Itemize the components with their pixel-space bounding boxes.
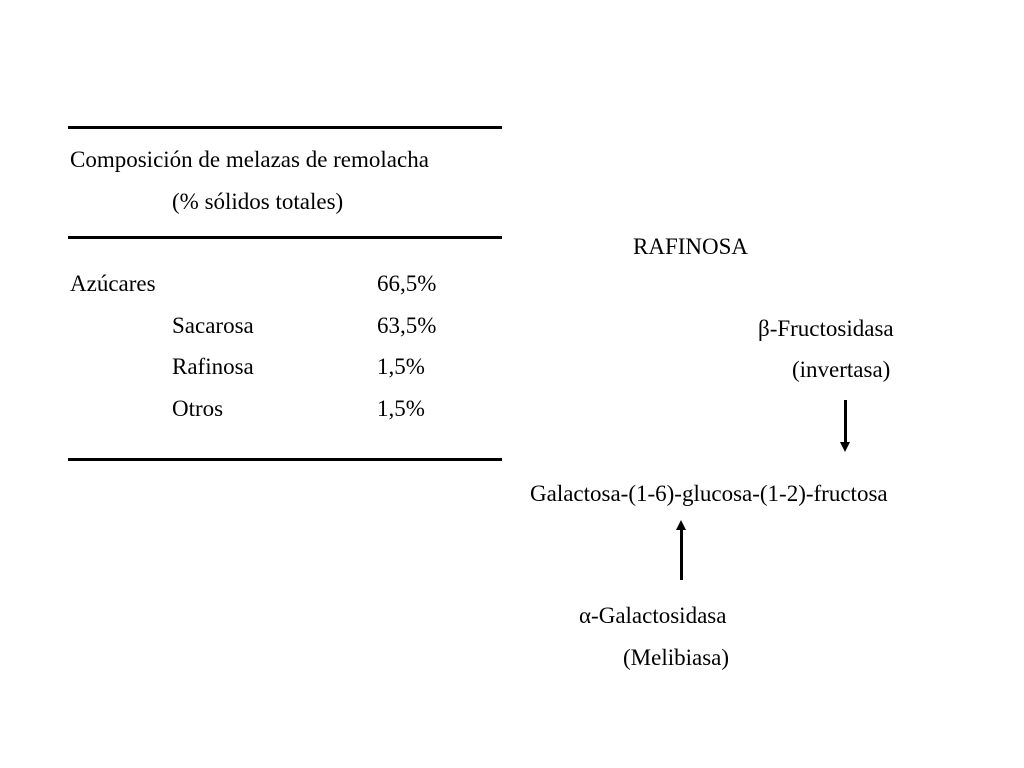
row-value-rafinosa: 1,5% xyxy=(377,354,425,379)
table-bottom-rule xyxy=(68,458,502,461)
enzyme-top-name: β-Fructosidasa xyxy=(758,316,894,341)
enzyme-top-alias: (invertasa) xyxy=(792,357,891,382)
table-subtitle: (% sólidos totales) xyxy=(172,189,344,214)
table-title: Composición de melazas de remolacha xyxy=(70,147,429,172)
enzyme-bottom-name: α-Galactosidasa xyxy=(579,603,727,628)
table-header-rule xyxy=(68,236,502,239)
enzyme-bottom-alias: (Melibiasa) xyxy=(623,645,730,670)
arrow-up-icon xyxy=(680,528,683,580)
row-value-azucares: 66,5% xyxy=(377,271,437,296)
row-label-rafinosa: Rafinosa xyxy=(172,354,254,379)
row-value-otros: 1,5% xyxy=(377,396,425,421)
diagram-title: RAFINOSA xyxy=(633,234,749,259)
molecule-formula: Galactosa-(1-6)-glucosa-(1-2)-fructosa xyxy=(530,481,888,506)
row-value-sacarosa: 63,5% xyxy=(377,313,437,338)
arrow-down-icon xyxy=(844,400,847,444)
row-label-azucares: Azúcares xyxy=(70,271,156,296)
row-label-sacarosa: Sacarosa xyxy=(172,313,254,338)
row-label-otros: Otros xyxy=(172,396,224,421)
table-top-rule xyxy=(68,126,502,129)
